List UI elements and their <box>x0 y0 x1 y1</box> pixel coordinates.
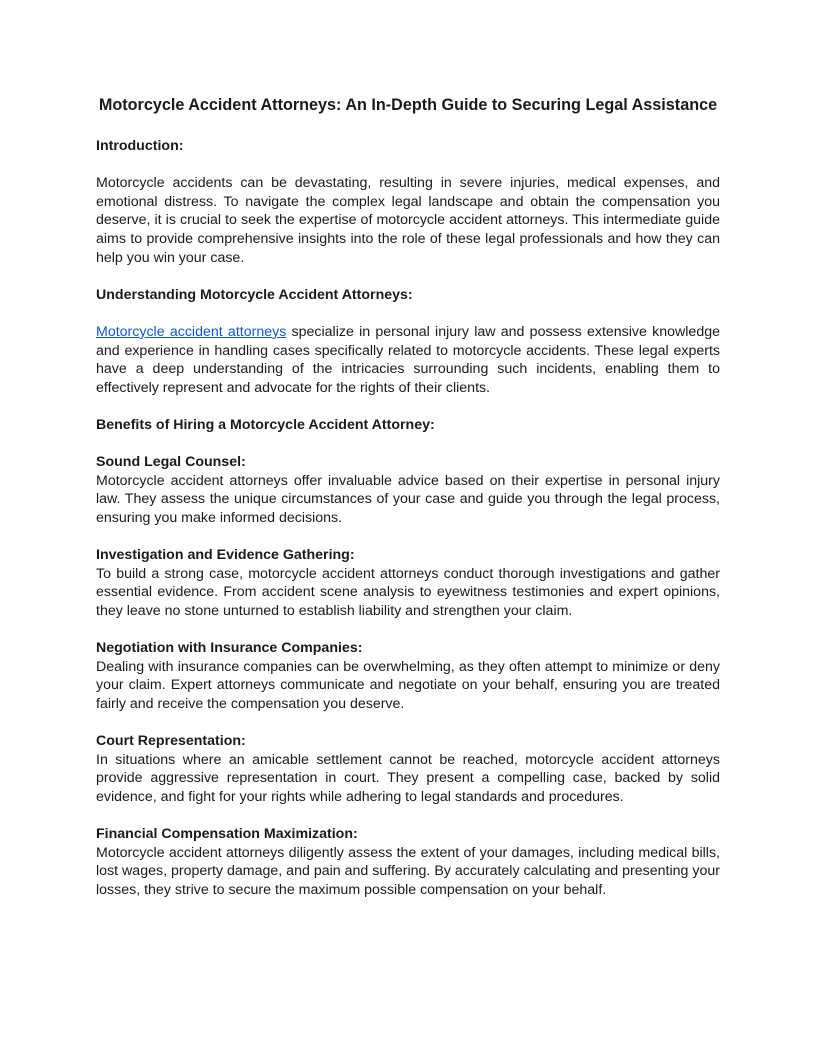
understanding-heading: Understanding Motorcycle Accident Attorneys: <box>96 286 413 303</box>
section-text: Motorcycle accident attorneys diligently assess the extent of your damages, including medical bills, lost wages, property damage, and pain and suffering. By accurately calculating and presenting your losses, they strive to secure the maximum possible compensation on your behalf. <box>96 844 720 898</box>
spacer <box>96 527 720 546</box>
spacer <box>96 304 720 323</box>
section-negotiation <box>96 639 720 713</box>
spacer <box>96 397 720 416</box>
section-text: To build a strong case, motorcycle accident attorneys conduct thorough investigations and gather essential evidence. From accident scene analysis to eyewitness testimonies and expert opinions, they leave no stone unturned to establish liability and strengthen your claim. <box>96 565 720 619</box>
section-court-representation <box>96 732 720 806</box>
section-heading: Negotiation with Insurance Companies: <box>96 640 363 657</box>
section-text: Motorcycle accident attorneys offer invaluable advice based on their expertise in personal injury law. They assess the unique circumstances of your case and guide you through the legal process, ensuring you make informed decisions. <box>96 472 720 526</box>
section-text: Dealing with insurance companies can be overwhelming, as they often attempt to minimize or deny your claim. Expert attorneys communicate and negotiate on your behalf, ensuring you are treated fairly and receive the compensation you deserve. <box>96 658 720 712</box>
motorcycle-attorneys-link[interactable]: Motorcycle accident attorneys <box>96 323 287 340</box>
spacer <box>96 620 720 639</box>
section-heading: Sound Legal Counsel: <box>96 454 246 471</box>
document-page <box>96 93 720 899</box>
section-text: In situations where an amicable settlement cannot be reached, motorcycle accident attorneys provide aggressive representation in court. They present a compelling case, backed by solid evidence, and fight for your rights while adhering to legal standards and procedures. <box>96 751 720 805</box>
understanding-text: specialize in personal injury law and possess extensive knowledge and experience in handling cases specifically related to motorcycle accidents. These legal experts have a deep understanding of the intricacies surrounding such incidents, enabling them to effectively represent and advocate for the rights of their clients. <box>96 323 720 396</box>
understanding-paragraph <box>96 323 720 397</box>
section-heading: Investigation and Evidence Gathering: <box>96 547 355 564</box>
spacer <box>96 267 720 286</box>
spacer <box>96 435 720 454</box>
section-heading: Court Representation: <box>96 733 246 749</box>
intro-paragraph: Motorcycle accidents can be devastating, resulting in severe injuries, medical expenses, and emotional distress. To navigate the complex legal landscape and obtain the compensation you deserve, it is crucial to seek the expertise of motorcycle accident attorneys. This intermediate guide aims to provide comprehensive insights into the role of these legal professionals and how they can help you win your case. <box>96 175 720 266</box>
benefits-heading: Benefits of Hiring a Motorcycle Accident Attorney: <box>96 416 435 433</box>
section-investigation <box>96 546 720 620</box>
section-financial-compensation <box>96 825 720 899</box>
spacer <box>96 713 720 732</box>
spacer <box>96 156 720 175</box>
section-heading: Financial Compensation Maximization: <box>96 825 358 842</box>
page-title: Motorcycle Accident Attorneys: An In-Depth Guide to Securing Legal Assistance <box>98 96 718 114</box>
section-sound-legal-counsel <box>96 453 720 527</box>
intro-heading: Introduction: <box>96 138 184 154</box>
spacer <box>96 806 720 825</box>
